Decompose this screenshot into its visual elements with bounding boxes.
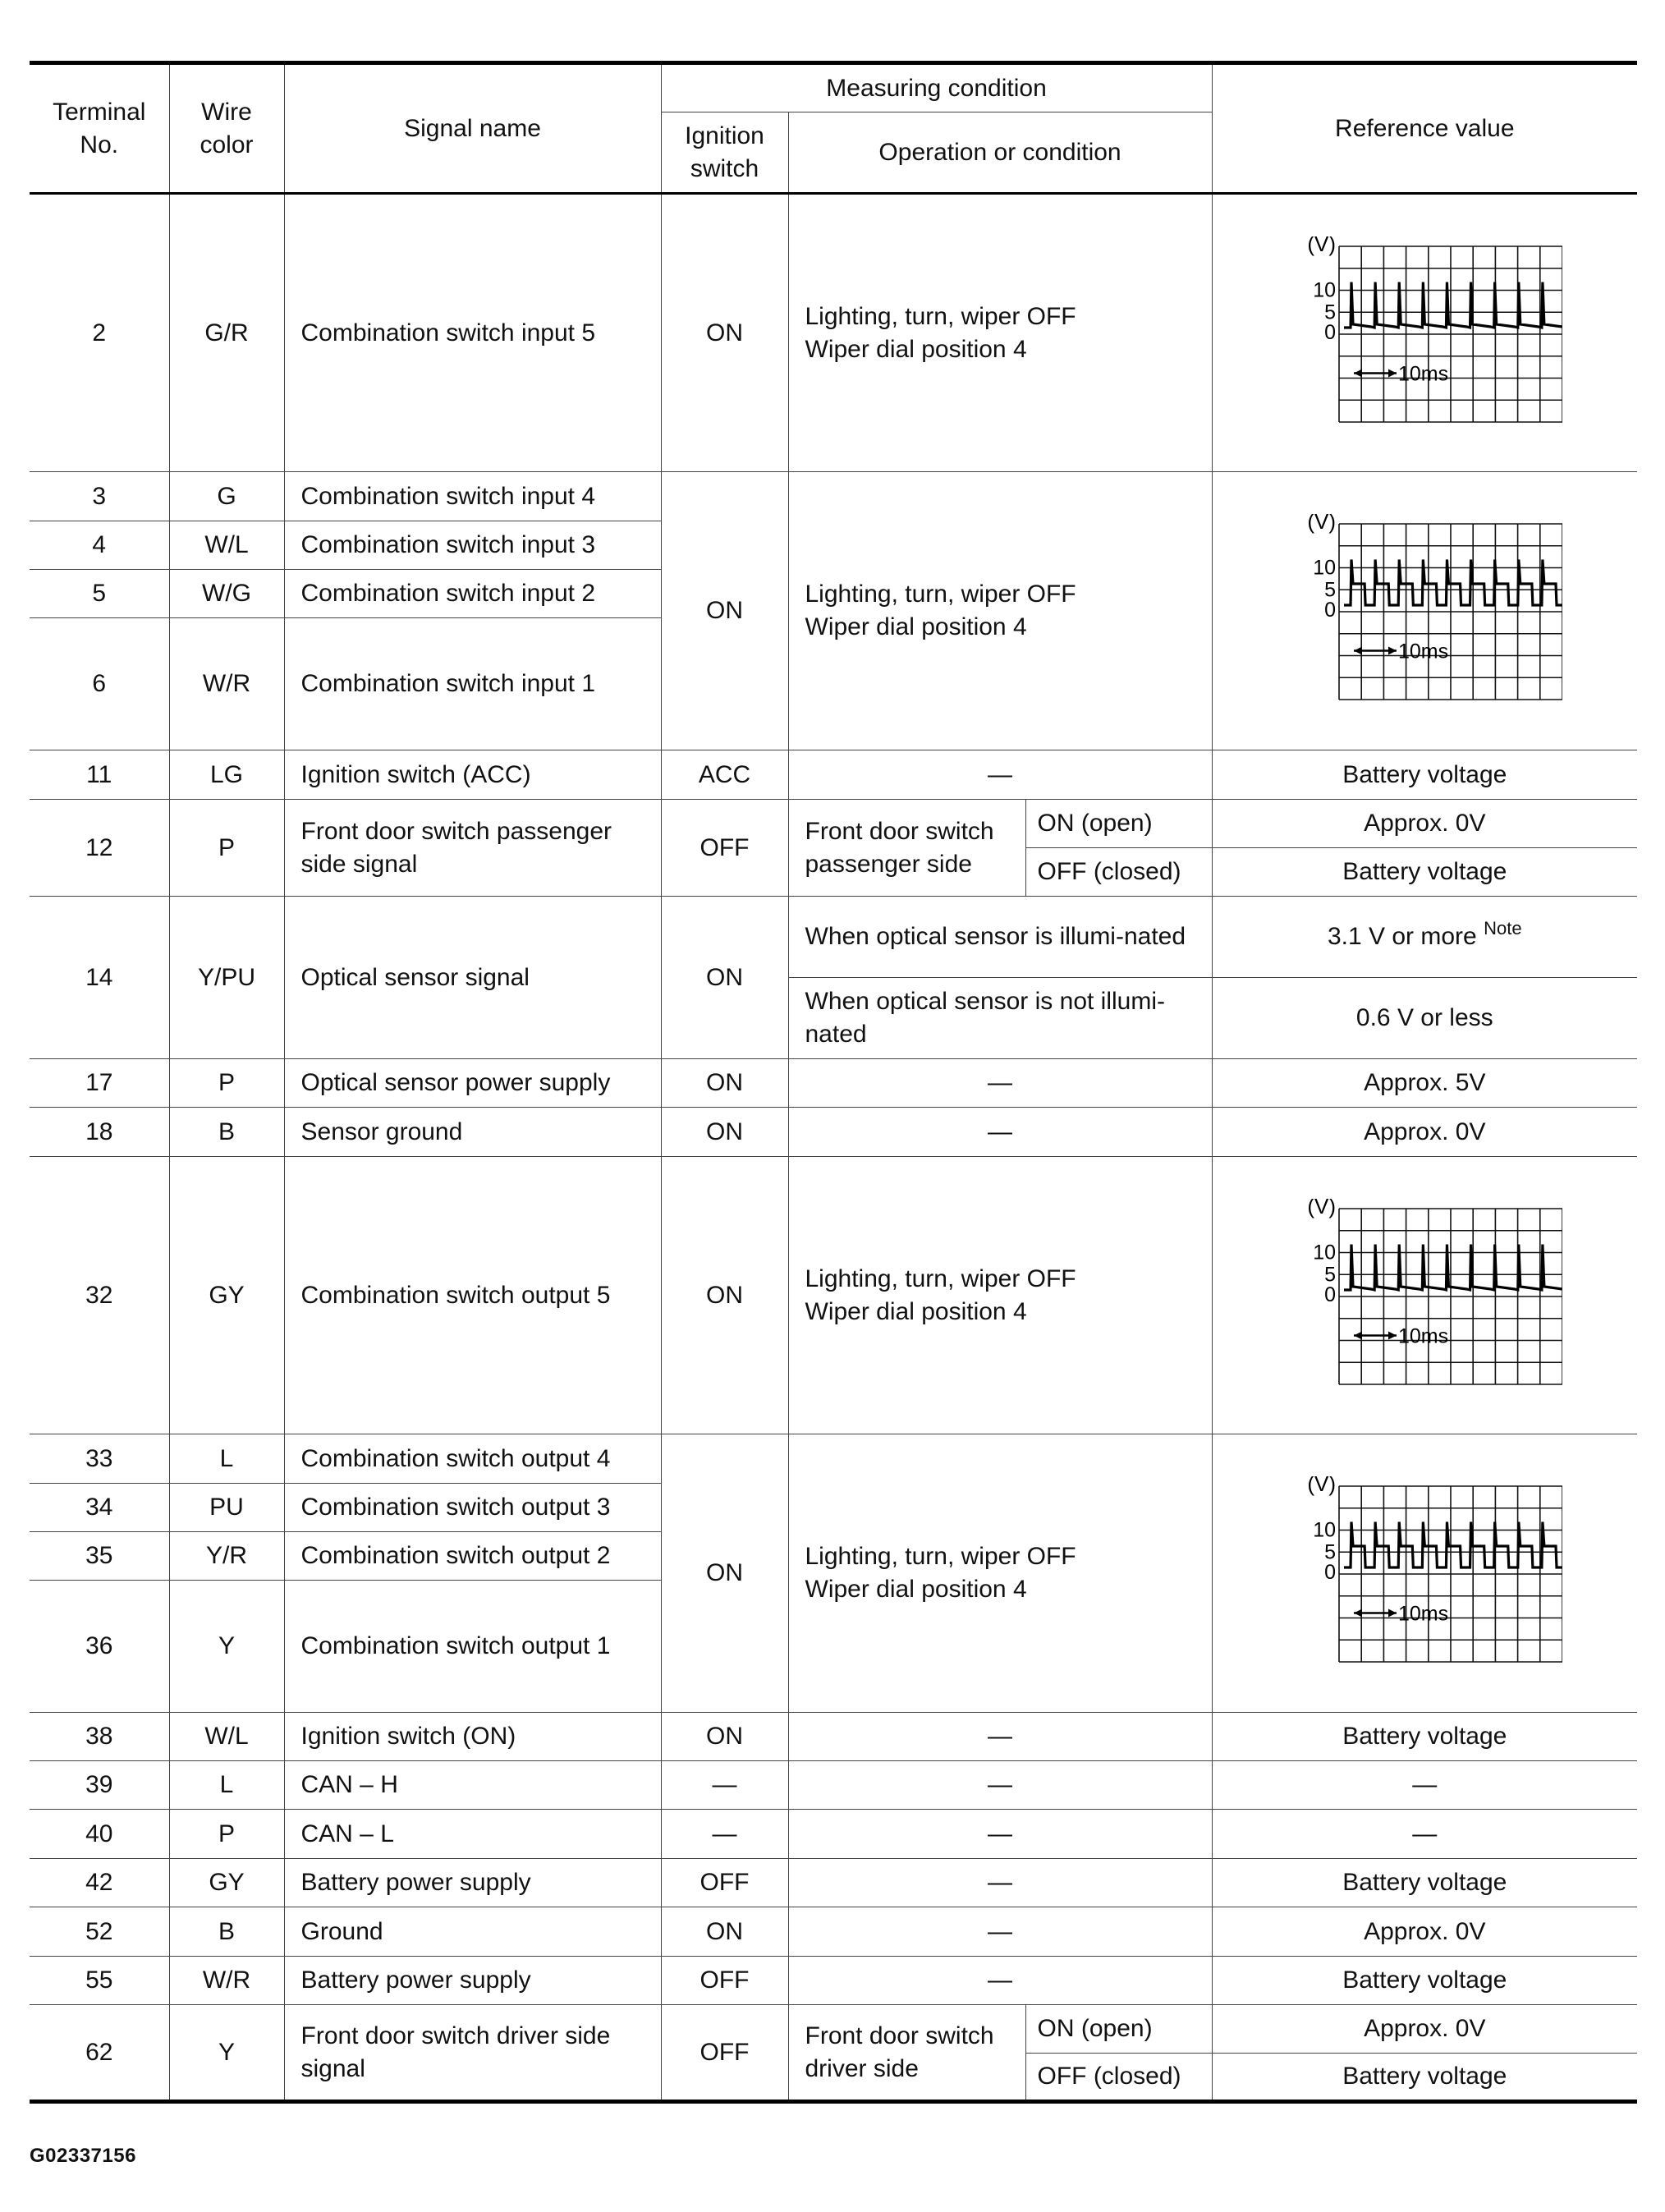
condition-line: Lighting, turn, wiper OFF <box>805 581 1076 608</box>
ignition-cell: ON <box>661 1713 788 1761</box>
table-row <box>30 1907 1637 1957</box>
terminal-cell: 62 <box>30 2005 169 2102</box>
signal-name-cell: Sensor ground <box>284 1108 661 1157</box>
scope-trace <box>1344 1244 1562 1290</box>
terminal-cell: 33 <box>30 1434 169 1484</box>
reference-cell <box>1212 194 1637 472</box>
table-row <box>30 1957 1637 2005</box>
terminal-cell: 3 <box>30 472 169 521</box>
scope-tick-label: 10 <box>1313 1518 1337 1542</box>
signal-name-cell: Combination switch output 2 <box>284 1532 661 1581</box>
signal-name-cell: Combination switch output 3 <box>284 1484 661 1532</box>
condition-cell: — <box>788 1713 1212 1761</box>
reference-cell: Battery voltage <box>1212 750 1637 800</box>
header-measuring-condition: Measuring condition <box>661 63 1212 112</box>
ignition-cell: ON <box>661 1434 788 1713</box>
terminal-cell: 32 <box>30 1157 169 1434</box>
ignition-cell: OFF <box>661 1859 788 1907</box>
ignition-cell: OFF <box>661 800 788 897</box>
reference-cell: Approx. 0V <box>1212 1907 1637 1957</box>
ignition-cell: ON <box>661 1907 788 1957</box>
reference-cell: Battery voltage <box>1212 2054 1637 2102</box>
terminal-cell: 12 <box>30 800 169 897</box>
time-span-arrow-icon <box>1354 369 1397 377</box>
wire-color-cell: G/R <box>169 194 284 472</box>
wire-color-cell: P <box>169 1059 284 1108</box>
scope-grid <box>1339 1486 1562 1662</box>
condition-line: Wiper dial position 4 <box>805 1576 1027 1603</box>
scope-tick-label: 5 <box>1324 578 1337 602</box>
condition-cell: — <box>788 750 1212 800</box>
signal-name-cell: CAN – L <box>284 1810 661 1859</box>
terminal-cell: 4 <box>30 521 169 570</box>
signal-name-cell: Ground <box>284 1907 661 1957</box>
scope-unit-label: (V) <box>1307 514 1337 534</box>
signal-name-cell: Combination switch input 2 <box>284 570 661 618</box>
table-row <box>30 1713 1637 1761</box>
scope-trace <box>1344 1522 1562 1568</box>
reference-cell: Approx. 0V <box>1212 1108 1637 1157</box>
header-terminal-no: Terminal No. <box>30 63 169 194</box>
reference-cell <box>1212 1434 1637 1713</box>
condition-line: Wiper dial position 4 <box>805 1297 1027 1325</box>
ignition-cell: ON <box>661 472 788 750</box>
terminal-reference-table-sheet <box>30 61 1637 2104</box>
reference-cell: Battery voltage <box>1212 1713 1637 1761</box>
wire-color-cell: B <box>169 1108 284 1157</box>
terminal-cell: 5 <box>30 570 169 618</box>
scope-tick-label: 0 <box>1324 320 1337 344</box>
signal-name-cell: Combination switch output 4 <box>284 1434 661 1484</box>
wire-color-cell: W/R <box>169 1957 284 2005</box>
signal-name-cell: Optical sensor signal <box>284 897 661 1059</box>
header-reference-value: Reference value <box>1212 63 1637 194</box>
condition-line: Wiper dial position 4 <box>805 613 1027 640</box>
terminal-cell: 42 <box>30 1859 169 1907</box>
scope-unit-label: (V) <box>1307 236 1337 256</box>
reference-cell <box>1212 472 1637 750</box>
reference-cell: Battery voltage <box>1212 1957 1637 2005</box>
wire-color-cell: L <box>169 1761 284 1810</box>
scope-grid <box>1339 524 1562 700</box>
condition-cell <box>788 472 1212 750</box>
terminal-cell: 52 <box>30 1907 169 1957</box>
terminal-cell: 38 <box>30 1713 169 1761</box>
terminal-cell: 17 <box>30 1059 169 1108</box>
terminal-cell: 18 <box>30 1108 169 1157</box>
table-row <box>30 2005 1637 2054</box>
scope-tick-label: 0 <box>1324 599 1337 622</box>
wire-color-cell: W/L <box>169 1713 284 1761</box>
condition-cell <box>788 194 1212 472</box>
signal-name-cell: Ignition switch (ACC) <box>284 750 661 800</box>
switch-state-cell: OFF (closed) <box>1025 2054 1212 2102</box>
header-row-1 <box>30 63 1637 112</box>
table-row <box>30 1108 1637 1157</box>
scope-tick-label: 5 <box>1324 1540 1337 1564</box>
table-row <box>30 1859 1637 1907</box>
terminal-cell: 6 <box>30 618 169 750</box>
scope-time-label: 10ms <box>1398 1602 1449 1626</box>
condition-label-cell: Front door switch passenger side <box>788 800 1025 897</box>
ignition-cell: OFF <box>661 2005 788 2102</box>
note-marker: Note <box>1484 918 1522 938</box>
ignition-cell: ON <box>661 1157 788 1434</box>
table-row <box>30 800 1637 848</box>
ignition-cell: ON <box>661 194 788 472</box>
ignition-cell: ACC <box>661 750 788 800</box>
reference-cell: Battery voltage <box>1212 848 1637 897</box>
wire-color-cell: P <box>169 1810 284 1859</box>
condition-cell: — <box>788 1810 1212 1859</box>
terminal-cell: 14 <box>30 897 169 1059</box>
signal-name-cell: CAN – H <box>284 1761 661 1810</box>
time-span-arrow-icon <box>1354 1331 1397 1339</box>
scope-grid <box>1339 1209 1562 1384</box>
oscilloscope-waveform <box>1287 1199 1562 1393</box>
table-row <box>30 194 1637 472</box>
signal-name-cell: Ignition switch (ON) <box>284 1713 661 1761</box>
scope-grid <box>1339 246 1562 422</box>
condition-line: Lighting, turn, wiper OFF <box>805 302 1076 330</box>
terminal-cell: 34 <box>30 1484 169 1532</box>
wire-color-cell: Y/PU <box>169 897 284 1059</box>
table-row <box>30 1761 1637 1810</box>
wire-color-cell: Y/R <box>169 1532 284 1581</box>
wire-color-cell: GY <box>169 1859 284 1907</box>
terminal-cell: 40 <box>30 1810 169 1859</box>
wire-color-cell: W/G <box>169 570 284 618</box>
ignition-cell: — <box>661 1761 788 1810</box>
switch-state-cell: OFF (closed) <box>1025 848 1212 897</box>
terminal-cell: 36 <box>30 1581 169 1713</box>
reference-cell: Battery voltage <box>1212 1859 1637 1907</box>
wire-color-cell: Y <box>169 1581 284 1713</box>
reference-cell: Approx. 0V <box>1212 800 1637 848</box>
scope-tick-label: 10 <box>1313 278 1337 301</box>
scope-tick-label: 0 <box>1324 1561 1337 1584</box>
wire-color-cell: L <box>169 1434 284 1484</box>
ignition-cell: ON <box>661 1108 788 1157</box>
condition-cell: — <box>788 1761 1212 1810</box>
condition-cell: — <box>788 1059 1212 1108</box>
condition-cell: — <box>788 1957 1212 2005</box>
reference-cell <box>1212 897 1637 978</box>
terminal-cell: 35 <box>30 1532 169 1581</box>
wire-color-cell: G <box>169 472 284 521</box>
switch-state-cell: ON (open) <box>1025 800 1212 848</box>
signal-name-cell: Combination switch output 5 <box>284 1157 661 1434</box>
table-row <box>30 750 1637 800</box>
table-row <box>30 1434 1637 1484</box>
scope-unit-label: (V) <box>1307 1198 1337 1218</box>
reference-cell: Approx. 5V <box>1212 1059 1637 1108</box>
scope-tick-label: 10 <box>1313 556 1337 580</box>
header-ignition-switch: Ignition switch <box>661 112 788 194</box>
wire-color-cell: B <box>169 1907 284 1957</box>
table-row <box>30 1059 1637 1108</box>
terminal-cell: 2 <box>30 194 169 472</box>
condition-cell: When optical sensor is not illumi-nated <box>788 978 1212 1059</box>
signal-name-cell: Combination switch output 1 <box>284 1581 661 1713</box>
scope-trace <box>1344 560 1562 606</box>
scope-time-label: 10ms <box>1398 362 1449 385</box>
condition-line: Wiper dial position 4 <box>805 335 1027 363</box>
scope-tick-label: 5 <box>1324 1262 1337 1286</box>
wire-color-cell: LG <box>169 750 284 800</box>
condition-label-cell: Front door switch driver side <box>788 2005 1025 2102</box>
ignition-cell: OFF <box>661 1957 788 2005</box>
scope-tick-label: 0 <box>1324 1283 1337 1306</box>
condition-cell: — <box>788 1108 1212 1157</box>
scope-tick-label: 5 <box>1324 300 1337 324</box>
scope-time-label: 10ms <box>1398 640 1449 663</box>
header-operation-or-condition: Operation or condition <box>788 112 1212 194</box>
ignition-cell: ON <box>661 897 788 1059</box>
condition-cell: When optical sensor is illumi-nated <box>788 897 1212 978</box>
condition-line: Lighting, turn, wiper OFF <box>805 1543 1076 1570</box>
signal-name-cell: Combination switch input 5 <box>284 194 661 472</box>
scope-trace <box>1344 282 1562 328</box>
reference-cell <box>1212 1157 1637 1434</box>
ignition-cell: — <box>661 1810 788 1859</box>
wire-color-cell: GY <box>169 1157 284 1434</box>
condition-line: Lighting, turn, wiper OFF <box>805 1264 1076 1292</box>
terminal-cell: 55 <box>30 1957 169 2005</box>
signal-name-cell: Front door switch driver side signal <box>284 2005 661 2102</box>
signal-name-cell: Battery power supply <box>284 1859 661 1907</box>
table-row <box>30 1157 1637 1434</box>
table-row <box>30 472 1637 521</box>
terminal-cell: 11 <box>30 750 169 800</box>
condition-cell: — <box>788 1859 1212 1907</box>
signal-name-cell: Combination switch input 1 <box>284 618 661 750</box>
oscilloscope-waveform <box>1287 1476 1562 1670</box>
header-signal-name: Signal name <box>284 63 661 194</box>
figure-code: G02337156 <box>30 2145 136 2167</box>
signal-name-cell: Battery power supply <box>284 1957 661 2005</box>
header-wire-color: Wire color <box>169 63 284 194</box>
table-row <box>30 1810 1637 1859</box>
condition-cell <box>788 1157 1212 1434</box>
reference-cell: — <box>1212 1810 1637 1859</box>
terminal-cell: 39 <box>30 1761 169 1810</box>
wire-color-cell: P <box>169 800 284 897</box>
signal-name-cell: Optical sensor power supply <box>284 1059 661 1108</box>
reference-cell: 0.6 V or less <box>1212 978 1637 1059</box>
signal-name-cell: Combination switch input 3 <box>284 521 661 570</box>
oscilloscope-waveform <box>1287 514 1562 708</box>
ignition-cell: ON <box>661 1059 788 1108</box>
scope-unit-label: (V) <box>1307 1476 1337 1496</box>
terminal-reference-table <box>30 61 1637 2104</box>
wire-color-cell: Y <box>169 2005 284 2102</box>
oscilloscope-waveform <box>1287 236 1562 430</box>
wire-color-cell: W/L <box>169 521 284 570</box>
time-span-arrow-icon <box>1354 647 1397 655</box>
reference-cell: Approx. 0V <box>1212 2005 1637 2054</box>
reference-value: 3.1 V or more <box>1327 923 1477 950</box>
switch-state-cell: ON (open) <box>1025 2005 1212 2054</box>
table-row <box>30 897 1637 978</box>
wire-color-cell: PU <box>169 1484 284 1532</box>
reference-cell: — <box>1212 1761 1637 1810</box>
time-span-arrow-icon <box>1354 1609 1397 1618</box>
scope-time-label: 10ms <box>1398 1324 1449 1347</box>
wire-color-cell: W/R <box>169 618 284 750</box>
condition-cell: — <box>788 1907 1212 1957</box>
condition-cell <box>788 1434 1212 1713</box>
signal-name-cell: Front door switch passenger side signal <box>284 800 661 897</box>
signal-name-cell: Combination switch input 4 <box>284 472 661 521</box>
scope-tick-label: 10 <box>1313 1241 1337 1264</box>
